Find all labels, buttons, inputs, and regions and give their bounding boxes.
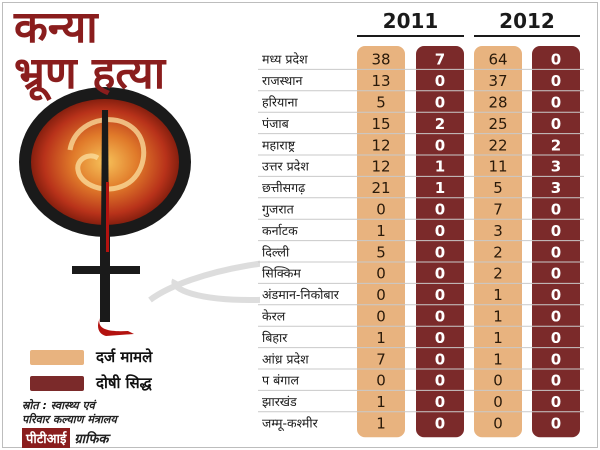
value-registered-2011: 38 [371, 50, 391, 69]
state-label: छत्तीसगढ़ [262, 180, 306, 196]
value-registered-2011: 15 [371, 114, 391, 133]
state-label: सिक्किम [262, 265, 301, 281]
value-registered-2012: 1 [493, 286, 503, 305]
credit-brand: पीटीआई [22, 428, 70, 448]
state-label: पंजाब [262, 115, 289, 131]
source-line-1: स्रोत : स्वास्थ्य एवं [22, 399, 95, 412]
value-registered-2012: 28 [488, 93, 508, 112]
value-convicted-2012: 3 [550, 157, 562, 176]
value-registered-2011: 1 [376, 414, 386, 433]
value-registered-2012: 1 [493, 350, 503, 369]
value-registered-2011: 0 [376, 371, 386, 390]
state-label: राजस्थान [262, 73, 303, 89]
value-registered-2011: 1 [376, 393, 386, 412]
value-convicted-2012: 0 [550, 93, 562, 112]
value-registered-2012: 1 [493, 307, 503, 326]
state-label: गुजरात [262, 201, 294, 217]
value-registered-2011: 13 [371, 72, 391, 91]
value-convicted-2011: 7 [434, 50, 446, 69]
value-convicted-2012: 0 [550, 243, 562, 262]
value-registered-2012: 7 [493, 200, 503, 219]
value-registered-2011: 0 [376, 286, 386, 305]
value-registered-2011: 5 [376, 93, 386, 112]
value-convicted-2011: 0 [434, 136, 446, 155]
credit-suffix: ग्राफिक [74, 432, 109, 447]
value-convicted-2012: 0 [550, 221, 562, 240]
value-registered-2012: 3 [493, 221, 503, 240]
value-registered-2012: 1 [493, 328, 503, 347]
value-registered-2011: 7 [376, 350, 386, 369]
state-label: दिल्ली [262, 244, 290, 260]
value-convicted-2012: 0 [550, 200, 562, 219]
value-registered-2011: 5 [376, 243, 386, 262]
value-convicted-2011: 0 [434, 328, 446, 347]
value-convicted-2012: 0 [550, 393, 562, 412]
value-convicted-2011: 1 [434, 157, 446, 176]
state-label: कर्नाटक [262, 222, 298, 238]
state-label: हरियाना [262, 94, 298, 110]
value-convicted-2011: 0 [434, 286, 446, 305]
value-registered-2011: 21 [371, 179, 391, 198]
value-registered-2012: 64 [488, 50, 508, 69]
state-label: केरल [262, 308, 286, 324]
value-convicted-2012: 0 [550, 350, 562, 369]
state-label: जम्मू-कश्मीर [262, 415, 318, 431]
value-registered-2011: 12 [371, 136, 391, 155]
value-convicted-2011: 0 [434, 307, 446, 326]
state-label: अंडमान-निकोबार [262, 287, 339, 303]
value-registered-2012: 2 [493, 243, 503, 262]
value-registered-2012: 0 [493, 371, 503, 390]
state-label: प बंगाल [262, 372, 299, 388]
value-convicted-2011: 0 [434, 243, 446, 262]
value-convicted-2011: 0 [434, 221, 446, 240]
value-registered-2012: 25 [488, 114, 508, 133]
value-convicted-2012: 0 [550, 371, 562, 390]
state-label: मध्य प्रदेश [262, 51, 308, 67]
title-line-1: कन्या [14, 2, 98, 53]
value-convicted-2011: 0 [434, 414, 446, 433]
state-label: उत्तर प्रदेश [262, 158, 309, 174]
state-label: आंध्र प्रदेश [262, 351, 309, 367]
value-convicted-2011: 2 [434, 114, 446, 133]
value-registered-2011: 0 [376, 264, 386, 283]
value-registered-2011: 12 [371, 157, 391, 176]
value-convicted-2012: 0 [550, 307, 562, 326]
value-convicted-2011: 0 [434, 72, 446, 91]
value-convicted-2011: 0 [434, 350, 446, 369]
state-label: झारखंड [262, 394, 297, 410]
value-convicted-2011: 0 [434, 200, 446, 219]
title-line-2: भ्रूण हत्या [14, 48, 166, 99]
legend-label-convicted: दोषी सिद्ध [96, 374, 152, 392]
value-registered-2012: 37 [488, 72, 508, 91]
value-registered-2012: 5 [493, 179, 503, 198]
value-registered-2012: 0 [493, 393, 503, 412]
value-convicted-2012: 0 [550, 50, 562, 69]
value-convicted-2012: 0 [550, 264, 562, 283]
value-convicted-2012: 0 [550, 286, 562, 305]
year-header-2011: 2011 [382, 9, 439, 33]
value-convicted-2011: 0 [434, 371, 446, 390]
legend-label-registered: दर्ज मामले [96, 348, 153, 366]
value-registered-2011: 1 [376, 221, 386, 240]
value-convicted-2011: 0 [434, 393, 446, 412]
value-convicted-2012: 0 [550, 414, 562, 433]
value-registered-2012: 22 [488, 136, 508, 155]
value-convicted-2012: 3 [550, 179, 562, 198]
state-label: बिहार [262, 329, 288, 345]
value-registered-2011: 1 [376, 328, 386, 347]
value-convicted-2012: 0 [550, 114, 562, 133]
state-label: महाराष्ट्र [262, 137, 296, 153]
value-registered-2012: 2 [493, 264, 503, 283]
value-convicted-2011: 0 [434, 264, 446, 283]
value-convicted-2012: 0 [550, 72, 562, 91]
value-convicted-2012: 2 [550, 136, 562, 155]
year-header-2012: 2012 [499, 9, 555, 33]
value-convicted-2012: 0 [550, 328, 562, 347]
value-registered-2012: 0 [493, 414, 503, 433]
value-convicted-2011: 0 [434, 93, 446, 112]
value-convicted-2011: 1 [434, 179, 446, 198]
value-registered-2012: 11 [488, 157, 508, 176]
source-line-2: परिवार कल्याण मंत्रालय [22, 413, 117, 426]
value-registered-2011: 0 [376, 307, 386, 326]
value-registered-2011: 0 [376, 200, 386, 219]
